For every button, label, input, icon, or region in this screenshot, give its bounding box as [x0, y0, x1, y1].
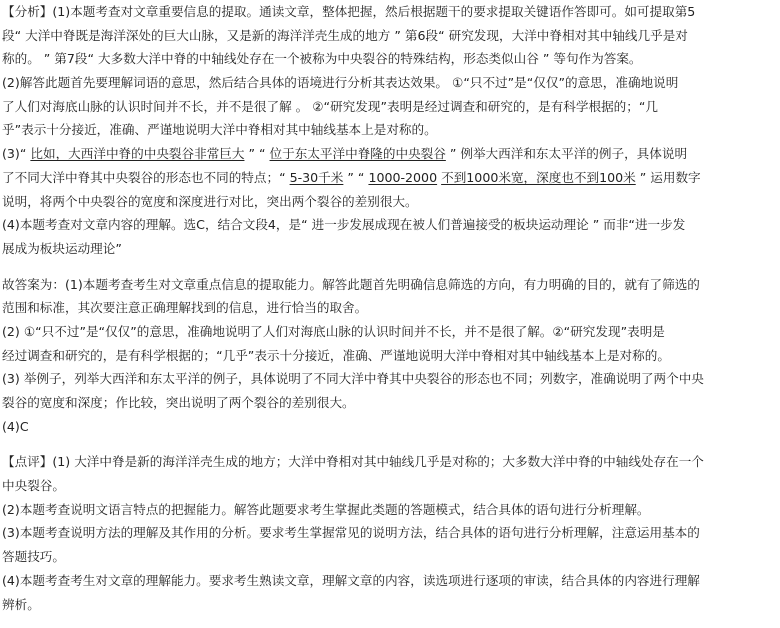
analysis-part2-line3: 乎”表示十分接近，准确、严谨地说明大洋中脊相对其中轴线基本上是对称的。 — [2, 122, 437, 138]
comment-part4-line2: 辨析。 — [2, 596, 40, 612]
answer-part2-line1: (2) ①“只不过”是“仅仅”的意思，准确地说明了人们对海底山脉的认识时间并不长，并不是很了解。②“研究发现”表明是 — [2, 323, 665, 339]
underlined-quote: 5-30千米 — [289, 169, 344, 185]
analysis-part1-line1: 【分析】(1)本题考查对文章重要信息的提取。通读文章，整体把握，然后根据题干的要求提取关键语作答即可。如可提取第5 — [2, 4, 696, 19]
text-segment: ” 例举大西洋和东太平洋的例子，具体说明 — [445, 146, 688, 162]
analysis-part4-line1: (4)本题考查对文章内容的理解。选C，结合文段4，是“ 进一步发展成现在被人们普遍接受的板块运动理论 ” 而非“进一步发 — [2, 217, 686, 233]
comment-section — [2, 450, 776, 616]
comment-part1-line1: 【点评】(1) 大洋中脊是新的海洋洋壳生成的地方；大洋中脊相对其中轴线几乎是对称的；大多数大洋中脊的中轴线处存在一个 — [2, 454, 704, 470]
answer-part2-line2: 经过调查和研究的，是有科学根据的；“几乎”表示十分接近，准确、严谨地说明大洋中脊相对其中轴线基本上是对称的。 — [2, 347, 670, 363]
text-segment: ” 运用数字 — [635, 169, 701, 185]
analysis-part1-line3: 称的。 ” 第7段“ 大多数大洋中脊的中轴线处存在一个被称为中央裂谷的特殊结构，形态类似山谷 ” 等句作为答案。 — [2, 51, 642, 67]
analysis-part2-line1: (2)解答此题首先要理解词语的意思，然后结合具体的语境进行分析其表达效果。 ①“只不过”是“仅仅”的意思，准确地说明 — [2, 75, 679, 91]
section-gap — [2, 438, 776, 450]
analysis-part2-line2: 了人们对海底山脉的认识时间并不长，并不是很了解 。 ②“研究发现”表明是经过调查和研究的，是有科学根据的；“几 — [2, 98, 658, 114]
analysis-part3-line3: 说明，将两个中央裂谷的宽度和深度进行对比，突出两个裂谷的差别很大。 — [2, 193, 418, 209]
comment-part2: (2)本题考查说明文语言特点的把握能力。解答此题要求考生掌握此类题的答题模式，结合具体的语句进行分析理解。 — [2, 501, 650, 517]
solution-document — [2, 0, 776, 616]
underlined-quote: 位于东太平洋中脊隆的中央裂谷 — [269, 146, 446, 162]
analysis-part3-line2 — [2, 166, 776, 190]
answer-part3-line1: (3) 举例子，列举大西洋和东太平洋的例子，具体说明了不同大洋中脊其中央裂谷的形态也不同；列数字，准确说明了两个中央 — [2, 371, 704, 387]
underlined-quote: 不到1000米宽，深度也不到100米 — [441, 169, 636, 185]
text-segment: ” “ — [343, 169, 369, 185]
text-segment: 了不同大洋中脊其中央裂谷的形态也不同的特点；“ — [2, 169, 290, 185]
answer-section — [2, 273, 776, 439]
text-segment: (3)“ — [2, 146, 31, 162]
answer-part3-line2: 裂谷的宽度和深度；作比较，突出说明了两个裂谷的差别很大。 — [2, 395, 355, 410]
analysis-section — [2, 0, 776, 261]
analysis-part1-line2: 段“ 大洋中脊既是海洋深处的巨大山脉，又是新的海洋洋壳生成的地方 ” 第6段“ 研究发现，大洋中脊相对其中轴线几乎是对 — [2, 27, 688, 43]
answer-part4: (4)C — [2, 418, 29, 434]
comment-part3-line1: (3)本题考查说明方法的理解及其作用的分析。要求考生掌握常见的说明方法，结合具体的语句进行分析理解，注意运用基本的 — [2, 525, 700, 541]
answer-part1-line1: 故答案为：(1)本题考查考生对文章重点信息的提取能力。解答此题首先明确信息筛选的方向，有力明确的目的，就有了筛选的 — [2, 276, 700, 292]
analysis-part4-line2: 展成为板块运动理论” — [2, 240, 122, 256]
comment-part3-line2: 答题技巧。 — [2, 549, 65, 565]
comment-part4-line1: (4)本题考查考生对文章的理解能力。要求考生熟读文章，理解文章的内容，读选项进行逐项的审读，结合具体的内容进行理解 — [2, 572, 700, 588]
comment-part1-line2: 中央裂谷。 — [2, 478, 65, 494]
section-gap — [2, 261, 776, 273]
underlined-quote: 比如，大西洋中脊的中央裂谷非常巨大 — [30, 146, 245, 162]
analysis-part3-line1 — [2, 142, 776, 166]
answer-part1-line2: 范围和标准，其次要注意正确理解找到的信息，进行恰当的取舍。 — [2, 300, 368, 316]
text-segment: ” “ — [244, 146, 270, 162]
underlined-quote: 1000-2000 — [368, 169, 438, 185]
